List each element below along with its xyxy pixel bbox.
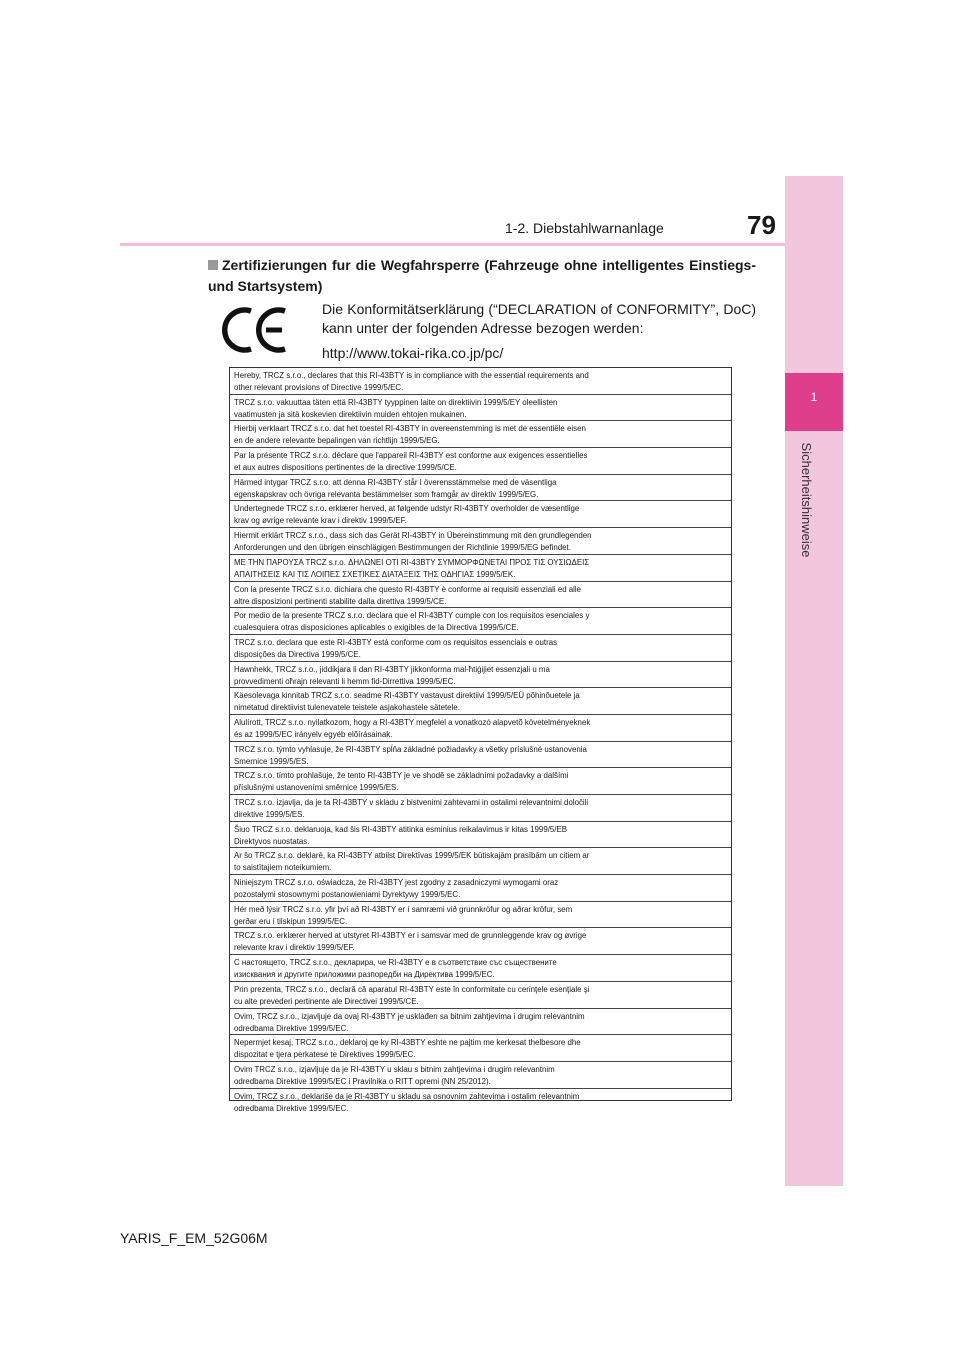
declaration-line-2: disposições da Directiva 1999/5/CE.	[234, 649, 361, 659]
declaration-row	[230, 822, 731, 849]
declaration-line-1: Undertegnede TRCZ s.r.o. erklærer herved, at følgende udstyr RI-43BTY overholder de væsentlige	[234, 504, 580, 514]
declaration-line-2: egenskapskrav och övriga relevanta bestämmelser som framgår av direktiv 1999/5/EG.	[234, 489, 539, 499]
declaration-line-1: Par la présente TRCZ s.r.o. déclare que l'appareil RI-43BTY est conforme aux exigences essentielles	[234, 451, 588, 461]
declaration-row	[230, 1062, 731, 1089]
declaration-row	[230, 1009, 731, 1036]
declaration-line-2: dispozitat e tjera perkatese te Direktives 1999/5/EC.	[234, 1050, 416, 1060]
declaration-line-1: TRCZ s.r.o. declara que este RI-43BTY está conforme com os requisitos essenciais e outras	[234, 637, 558, 647]
declaration-row	[230, 421, 731, 448]
declaration-line-1: Hér með lýsir TRCZ s.r.o. yfir því að RI-43BTY er í samræmi við grunnkröfur og aðrar kröfur, sem	[234, 904, 573, 914]
declaration-row	[230, 1035, 731, 1062]
declaration-line-2: изисквания и другите приложими разпоредби на Директива 1999/5/ЕС.	[234, 970, 495, 980]
chapter-label: Sicherheitshinweise	[799, 442, 814, 558]
conformity-intro	[322, 300, 756, 363]
declaration-line-1: Ovim, TRCZ s.r.o., deklariše da je RI-43BTY u skladu sa osnovnim zahtevima i ostalim relevantnim	[234, 1091, 580, 1101]
declaration-line-2: příslušnými ustanoveními směrnice 1999/5/ES.	[234, 783, 399, 793]
declaration-line-2: relevante krav i direktiv 1999/5/EF.	[234, 943, 355, 953]
declaration-row	[230, 448, 731, 475]
declaration-line-1: Šiuo TRCZ s.r.o. deklaruoja, kad šis RI-43BTY atitinka esminius reikalavimus ir kitas 1999/5/EB	[234, 824, 568, 834]
declaration-line-1: Hawnhekk, TRCZ s.r.o., jiddikjara li dan RI-43BTY jikkonforma mal-ħtiġijiet essenzjali u ma	[234, 664, 550, 674]
declaration-row	[230, 768, 731, 795]
declaration-line-1: Nepermjet kesaj, TRCZ s.r.o., deklaroj qe ky RI-43BTY eshte ne pajtim me kerkesat thelbesore dhe	[234, 1038, 581, 1048]
declaration-row	[230, 902, 731, 929]
declaration-line-2: en de andere relevante bepalingen van richtlijn 1999/5/EG.	[234, 436, 440, 446]
conformity-url[interactable]: http://www.tokai-rika.co.jp/pc/	[322, 345, 504, 361]
declaration-line-2: Direktyvos nuostatas.	[234, 836, 310, 846]
declaration-line-2: ΑΠΑΙΤΗΣΕΙΣ ΚΑΙ ΤΙΣ ΛΟΙΠΕΣ ΣΧΕΤΙΚΕΣ ΔΙΑΤΑΞΕΙΣ ΤΗΣ ΟΔΗΓΙΑΣ 1999/5/ΕΚ.	[234, 569, 516, 579]
declaration-line-1: TRCZ s.r.o. vakuuttaa täten että RI-43BTY tyyppinen laite on direktiivin 1999/5/EY oleellisten	[234, 397, 558, 407]
square-bullet-icon	[208, 260, 218, 270]
declaration-line-1: Ovim, TRCZ s.r.o., izjavljuje da ovaj RI-43BTY je usklađen sa bitnim zahtjevima i drugim relevantnim	[234, 1011, 585, 1021]
declaration-line-2: odredbama Direktive 1999/5/EC.	[234, 1103, 349, 1113]
declaration-row	[230, 635, 731, 662]
declaration-line-2: provvedimenti oħrajn relevanti li hemm fid-Dirrettiva 1999/5/EC.	[234, 676, 456, 686]
declaration-line-1: TRCZ s.r.o. týmto vyhlasuje, že RI-43BTY spĺňa základné požiadavky a všetky príslušné ustanovenia	[234, 744, 587, 754]
declaration-line-2: vaatimusten ja sitä koskevien direktiivin muiden ehtojen mukainen.	[234, 409, 467, 419]
declaration-line-1: TRCZ s.r.o. erklærer herved at utstyret RI-43BTY er i samsvar med de grunnleggende krav og øvrige	[234, 931, 587, 941]
section-title: 1-2. Diebstahlwarnanlage	[505, 220, 664, 236]
declaration-row	[230, 662, 731, 689]
intro-text: Die Konformitätserklärung (“DECLARATION of CONFORMITY”, DoC) kann unter der folgenden Adresse bezogen werden:	[322, 301, 756, 336]
declaration-line-1: Alulírott, TRCZ s.r.o. nyilatkozom, hogy a RI-43BTY megfelel a vonatkozó alapvetõ követelményeknek	[234, 717, 591, 727]
declaration-row	[230, 528, 731, 555]
heading-text: Zertifizierungen fur die Wegfahrsperre (Fahrzeuge ohne intelligentes Einstiegs- und Startsystem)	[208, 257, 756, 294]
declaration-line-1: Ovim TRCZ s.r.o., izjavljuje da je RI-43BTY u sklau s bitnim zahtjevima i drugim relevantnim	[234, 1064, 555, 1074]
declaration-row	[230, 982, 731, 1009]
chapter-sidebar	[785, 176, 843, 1186]
document-code: YARIS_F_EM_52G06M	[120, 1230, 268, 1246]
declaration-row	[230, 475, 731, 502]
declaration-line-1: Hierbij verklaart TRCZ s.r.o. dat het toestel RI-43BTY in overeenstemming is met de essentiële eisen	[234, 424, 586, 434]
declarations-table	[229, 367, 732, 1113]
declaration-line-1: ΜΕ ΤΗΝ ΠΑΡΟΥΣΑ TRCZ s.r.o. ΔΗΛΩΝΕΙ ΟΤΙ RI-43BTY ΣΥΜΜΟΡΦΩΝΕΤΑΙ ΠΡΟΣ ΤΙΣ ΟΥΣΙΩΔΕΙΣ	[234, 557, 590, 567]
declaration-row	[230, 368, 731, 395]
declaration-line-1: Härmed intygar TRCZ s.r.o. att denna RI-43BTY står I överensstämmelse med de väsentliga	[234, 477, 557, 487]
declaration-line-1: Prin prezenta, TRCZ s.r.o., declară că aparatul RI-43BTY este în conformitate cu cerinţele esenţiale şi	[234, 984, 590, 994]
declaration-line-2: et aux autres dispositions pertinentes de la directive 1999/5/CE.	[234, 463, 457, 473]
declaration-row	[230, 1089, 731, 1116]
declaration-line-2: other relevant provisions of Directive 1999/5/EC.	[234, 383, 404, 392]
declaration-line-1: Hiermit erklärt TRCZ s.r.o., dass sich das Gerät RI-43BTY in Übereinstimmung mit den grundlegenden	[234, 531, 592, 541]
declaration-row	[230, 715, 731, 742]
declaration-line-2: odredbama Direktive 1999/5/EC i Pravilnika o RITT opremi (NN 25/2012).	[234, 1076, 491, 1086]
declaration-row	[230, 688, 731, 715]
declaration-line-2: cu alte prevederi pertinente ale Directivei 1999/5/CE.	[234, 996, 419, 1006]
page-number: 79	[747, 210, 776, 240]
declaration-line-1: Käesolevaga kinnitab TRCZ s.r.o. seadme RI-43BTY vastavust direktiivi 1999/5/EÜ põhinõuetele ja	[234, 691, 580, 701]
declaration-line-2: altre disposizioni pertinenti stabilite dalla direttiva 1999/5/CE.	[234, 596, 447, 606]
declaration-row	[230, 795, 731, 822]
declaration-line-1: TRCZ s.r.o. izjavlja, da je ta RI-43BTY v skladu z bistvenimi zahtevami in ostalimi relevantnimi določili	[234, 798, 589, 807]
declaration-line-1: TRCZ s.r.o. tímto prohlašuje, že tento RI-43BTY je ve shodě se základními požadavky a dalšími	[234, 771, 569, 781]
declaration-line-2: direktive 1999/5/ES.	[234, 810, 305, 819]
chapter-number: 1	[810, 390, 818, 404]
section-heading	[208, 255, 756, 297]
ce-mark-icon	[222, 305, 288, 355]
declaration-line-1: Con la presente TRCZ s.r.o. dichiara che questo RI-43BTY è conforme ai requisiti essenziali ed alle	[234, 584, 582, 594]
header-divider	[120, 243, 785, 246]
declaration-line-2: odredbama Direktive 1999/5/EC.	[234, 1023, 349, 1033]
declaration-row	[230, 395, 731, 422]
declaration-line-1: Hereby, TRCZ s.r.o., declares that this RI-43BTY is in compliance with the essential requirements and	[234, 371, 589, 380]
declaration-line-2: Anforderungen und den übrigen einschlägigen Bestimmungen der Richtlinie 1999/5/EG befindet.	[234, 543, 571, 553]
declaration-row	[230, 555, 731, 582]
declaration-line-2: gerðar eru í tilskipun 1999/5/EC.	[234, 916, 348, 926]
declaration-row	[230, 875, 731, 902]
declaration-line-2: Smernice 1999/5/ES.	[234, 756, 309, 766]
declaration-line-1: С настоящето, TRCZ s.r.o., декларира, че RI-43BTY е в съответствие със съществените	[234, 958, 557, 968]
declaration-row	[230, 955, 731, 982]
declaration-row	[230, 742, 731, 769]
declaration-row	[230, 608, 731, 635]
declaration-row	[230, 848, 731, 875]
declaration-line-1: Niniejszym TRCZ s.r.o. oświadcza, że RI-43BTY jest zgodny z zasadniczymi wymogami oraz	[234, 878, 559, 888]
declaration-line-1: Ar šo TRCZ s.r.o. deklarē, ka RI-43BTY atbilst Direktīvas 1999/5/EK būtiskajām prasībām un citiem ar	[234, 851, 590, 861]
declaration-line-2: to saistītajiem noteikumiem.	[234, 863, 332, 873]
declaration-row	[230, 582, 731, 609]
declaration-line-1: Por medio de la presente TRCZ s.r.o. declara que el RI-43BTY cumple con los requisitos esenciales y	[234, 611, 590, 621]
declaration-line-2: cualesquiera otras disposiciones aplicables o exigibles de la Directiva 1999/5/CE.	[234, 623, 519, 633]
declaration-line-2: pozostałymi stosownymi postanowieniami Dyrektywy 1999/5/EC.	[234, 890, 461, 900]
declaration-line-2: és az 1999/5/EC irányelv egyéb elõírásainak.	[234, 729, 393, 739]
declaration-row	[230, 501, 731, 528]
declaration-line-2: nimetatud direktiivist tulenevatele teistele asjakohastele sätetele.	[234, 703, 460, 713]
declaration-row	[230, 928, 731, 955]
declaration-line-2: krav og øvrige relevante krav i direktiv 1999/5/EF.	[234, 516, 407, 526]
